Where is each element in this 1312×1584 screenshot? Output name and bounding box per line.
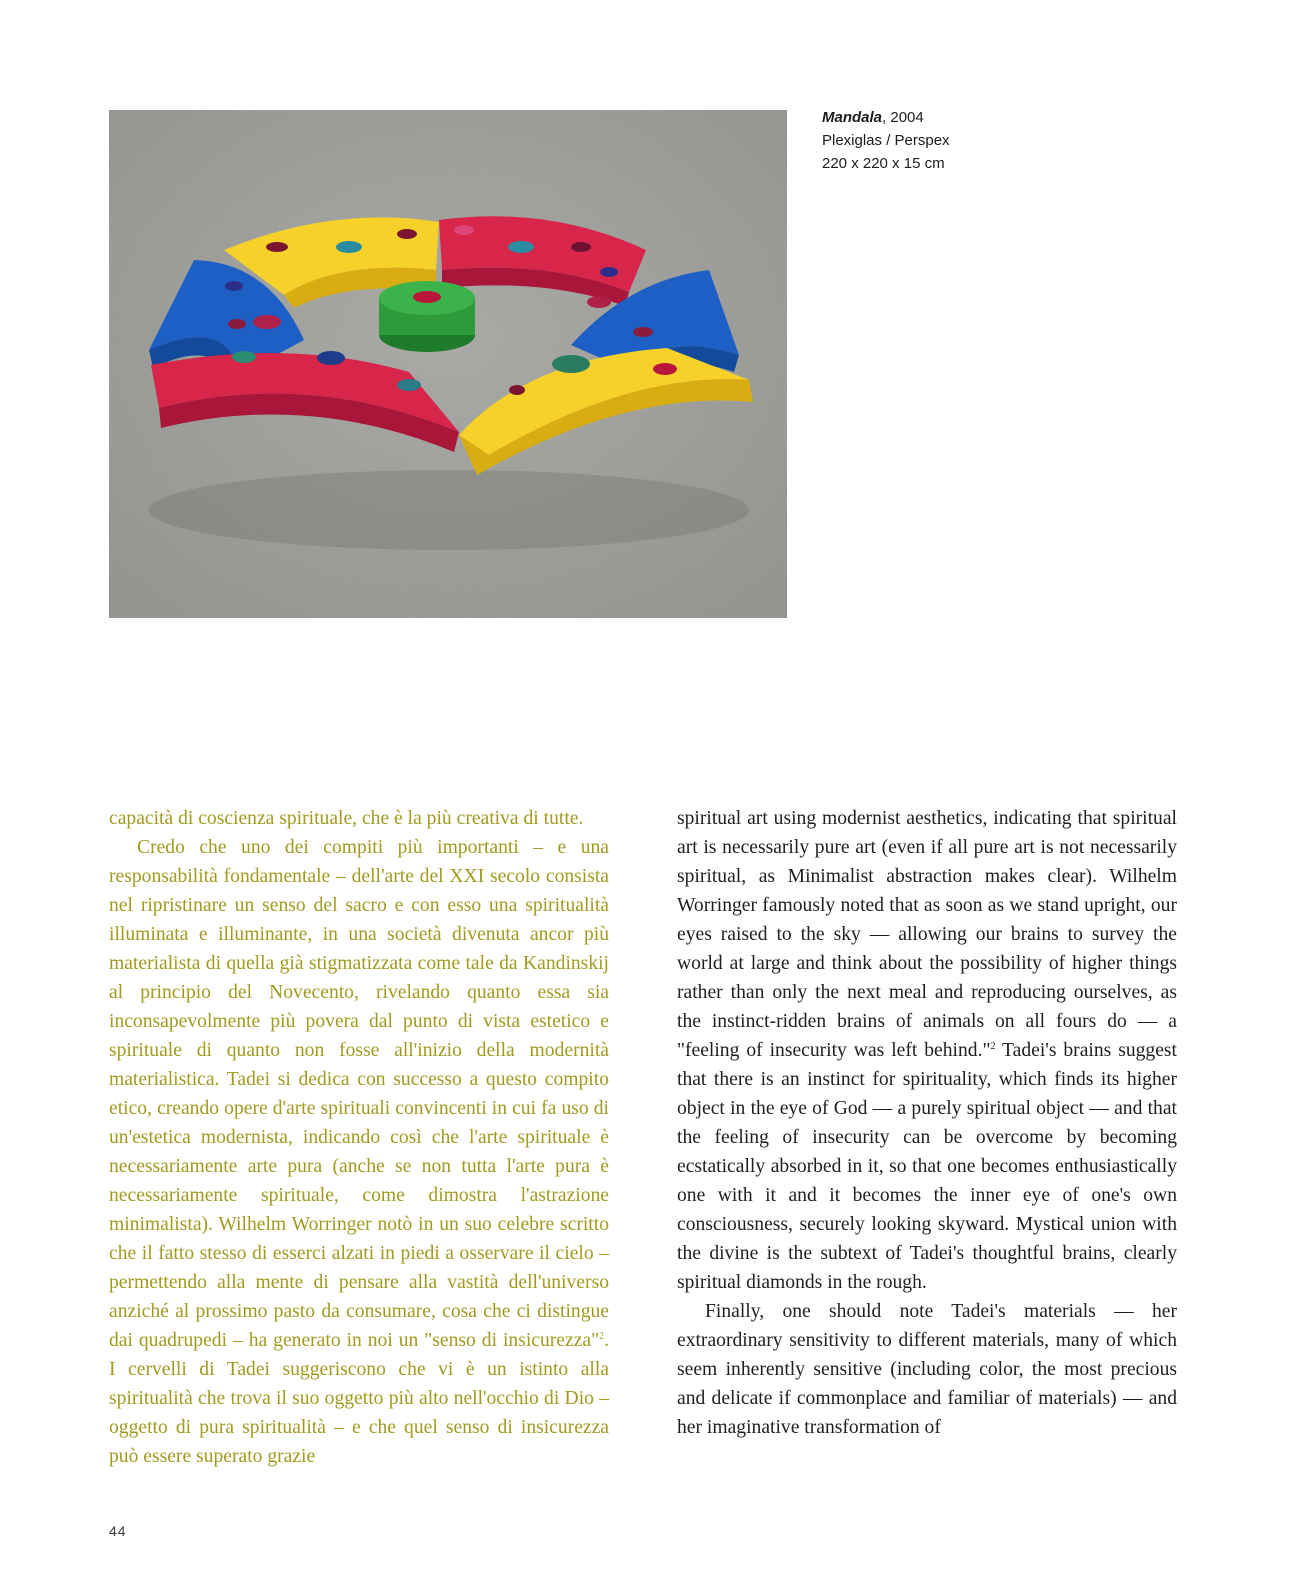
caption-title-line <box>822 106 1122 129</box>
artwork-material: Plexiglas / Perspex <box>822 132 950 149</box>
italian-paragraph-2-text: Credo che uno dei compiti più importanti – e una responsabilità fondamentale – dell'arte del XXI secolo consista nel ripristinare un senso del sacro e con esso una spiritualità illuminata e illuminante, in una società divenuta ancor più materialista di quella già stigmatizzata come tale da Kandinskij al principio del Novecento, rivelando quanto essa sia inconsapevolmente più povera dal punto di vista estetico e spirituale di quanto non fosse all'inizio della modernità materialistica. Tadei si dedica con successo a questo compito etico, creando opere d'arte spirituali convincenti in cui fa uso di un'estetica modernista, indicando così che l'arte spirituale è necessariamente arte pura (anche se non tutta l'arte pura è necessariamente spirituale, come dimostra l'astrazione minimalista). Wilhelm Worringer notò in un suo celebre scritto che il fatto stesso di esserci alzati in piedi a osservare il cielo – permettendo alla mente di pensare alla vastità dell'universo anziché al prossimo pasto da consumare, cosa che ci distingue dai quadrupedi – ha generato in noi un "senso di insicurezza" <box>109 837 609 1351</box>
mandala-sculpture-image <box>109 110 787 618</box>
footnote-marker: 2 <box>599 1331 605 1342</box>
english-paragraph-1-text: spiritual art using modernist aesthetics, indicating that spiritual art is necessarily pure art (even if all pure art is not necessarily spiritual, as Minimalist abstraction makes clear). Wilhelm Worringer famously noted that as soon as we stand upright, our eyes raised to the sky — allowing our brains to survey the world at large and think about the possibility of higher things rather than only the next meal and reproducing ourselves, as the instinct-ridden brains of animals on all fours do — a "feeling of insecurity was left behind." <box>677 808 1177 1061</box>
artwork-title: Mandala <box>822 109 883 126</box>
page-number: 44 <box>109 1523 127 1539</box>
italian-paragraph-1: capacità di coscienza spirituale, che è la più creativa di tutte. <box>109 808 584 829</box>
english-paragraph-1 <box>677 804 1177 1297</box>
italian-paragraph-2-continued: . I cervelli di Tadei suggeriscono che vi è un istinto alla spiritualità che trova il suo oggetto più alto nell'occhio di Dio – oggetto di pura spiritualità – e che quel senso di insicurezza può essere superato grazie <box>109 1330 609 1467</box>
english-paragraph-1-continued: Tadei's brains suggest that there is an instinct for spirituality, which finds its higher object in the eye of God — a purely spiritual object — and that the feeling of insecurity can be overcome by becoming ecstatically absorbed in it, so that one becomes enthusiastically one with it and it becomes the inner eye of one's own consciousness, securely looking skyward. Mystical union with the divine is the subtext of Tadei's thoughtful brains, clearly spiritual diamonds in the rough. <box>677 1040 1177 1293</box>
artwork-caption <box>822 106 1122 175</box>
english-text-column <box>677 804 1177 1442</box>
italian-text-column <box>109 804 609 1471</box>
artwork-year: , 2004 <box>882 109 924 126</box>
italian-paragraph-2 <box>109 833 609 1471</box>
footnote-marker: 2 <box>990 1041 996 1052</box>
english-paragraph-2: Finally, one should note Tadei's materials — her extraordinary sensitivity to different materials, many of which seem inherently sensitive (including color, the most precious and delicate if commonplace and familiar of materials) — and her imaginative transformation of <box>677 1301 1177 1438</box>
artwork-dimensions: 220 x 220 x 15 cm <box>822 155 945 172</box>
artwork-photo <box>109 110 787 618</box>
